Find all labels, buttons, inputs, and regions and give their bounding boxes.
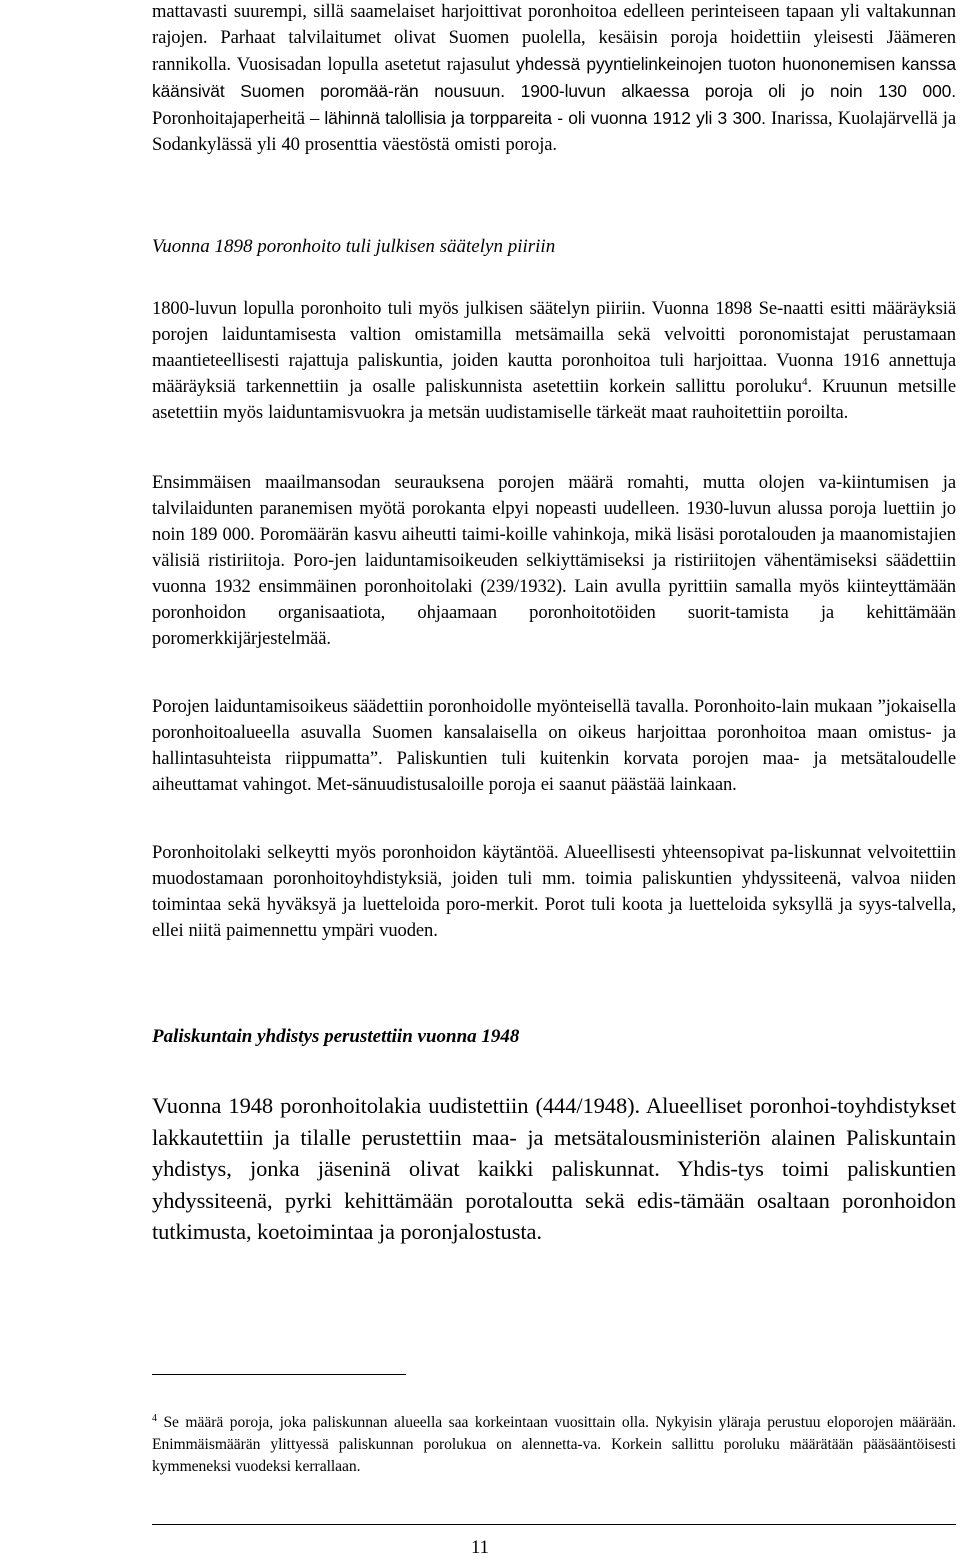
paragraph-world-war: Ensimmäisen maailmansodan seurauksena porojen määrä romahti, mutta olojen va-kiintumisen ja talvilaidunten paranemisen myötä porokanta elpyi nopeasti uudelleen. 1930-luvun alussa poroja luettiin jo noin 189 000. Poromäärän kasvu aiheutti taimi-koille vahinkoja, mikä lisäsi porotalouden ja maanomistajien välisiä ristiriitoja. Poro-jen laiduntamisoikeuden selkiyttämiseksi ja ristiriitojen vähentämiseksi säädettiin vuonna 1932 ensimmäinen poronhoitolaki (239/1932). Lain avulla pyrittiin samalla myös kiinteyttämään poronhoidon organisaatiota, ohjaamaan poronhoitotöiden suorit-tamista ja kehittämään poromerkkijärjestelmää.: [152, 472, 956, 649]
paragraph-regulation: [152, 296, 956, 426]
paragraph-regulation-text-b: . Kruunun metsille asetettiin myös laiduntamisvuokra ja metsän uudistamiselle tärkeät maat rauhoitettiin poroilta.: [152, 376, 957, 423]
paragraph-regulation-text-a: 1800-luvun lopulla poronhoito tuli myös julkisen säätelyn piiriin. Vuonna 1898 Se-naatti esitti määräyksiä porojen laiduntamisesta valtion omistamilla metsämailla sekä velvoitti poronomistajat perustamaan maantieteellisesti rajattuja paliskuntia, joiden kautta poronhoitoa tuli harjoittaa. Vuonna 1916 annettuja määräyksiä tarkennettiin ja osalle paliskunnista asetettiin korkein sallittu poroluku: [152, 298, 956, 397]
footnote-4: [152, 1412, 956, 1478]
footnote-reference[interactable]: 4: [801, 375, 808, 388]
paragraph-grazing-rights: Porojen laiduntamisoikeus säädettiin poronhoidolle myönteisellä tavalla. Poronhoito-lain mukaan ”jokaisella poronhoitoalueella asuvalla Suomen kansalaisella on oikeus harjoittaa poronhoitoa maan omistus- ja hallintasuhteista riippumatta”. Paliskuntien tuli kuitenkin korvata porojen maa- ja metsätaloudelle aiheuttamat vahingot. Met-sänuudistusaloille poroja ei saanut päästää lainkaan.: [152, 696, 956, 795]
page-number: 11: [471, 1537, 489, 1558]
intro-text-1: mattavasti suurempi, sillä saamelaiset harjoittivat poronhoitoa edelleen perinteiseen tapaan yli valtakunnan rajojen. Parhaat talvilaitumet olivat Suomen puolella, kesäisin poroja hoidettiin yleisesti Jäämeren rannikolla. Vuosisadan lopulla asetetut rajasulut: [152, 1, 956, 75]
intro-text-2: yhdessä pyyntielinkeinojen tuoton huononemisen kanssa käänsivät Suomen poromää-rän nousuun. 1900-luvun alkaessa poroja oli jo noin 130 000.: [152, 54, 956, 101]
section-heading-1898: Vuonna 1898 poronhoito tuli julkisen säätelyn piiriin: [152, 236, 556, 257]
intro-text-4: lähinnä talollisia ja torppareita - oli vuonna 1912 yli 3 300.: [324, 108, 766, 128]
footnote-marker: 4: [152, 1412, 157, 1424]
intro-text-5: Inarissa, Kuolajärvellä ja Sodankylässä yli 40 prosenttia väestöstä omisti poroja.: [152, 108, 956, 155]
intro-paragraph: [152, 0, 956, 158]
section-heading-1948: Paliskuntain yhdistys perustettiin vuonna 1948: [152, 1026, 520, 1047]
intro-text-3: Poronhoitajaperheitä –: [152, 108, 325, 129]
paragraph-reindeer-law: Poronhoitolaki selkeytti myös poronhoidon käytäntöä. Alueellisesti yhteensopivat pa-liskunnat velvoitettiin muodostamaan poronhoitoyhdistyksiä, joiden tuli mm. toimia paliskuntien yhdyssiteenä, valvoa niiden toimintaa sekä hyväksyä ja luetteloida poro-merkit. Porot tuli koota ja luetteloida syksyllä ja syys-talvella, ellei niitä paimennettu ympäri vuoden.: [152, 842, 956, 941]
footnote-separator: [152, 1374, 406, 1375]
paragraph-association: Vuonna 1948 poronhoitolakia uudistettiin (444/1948). Alueelliset poronhoi-toyhdistykset lakkautettiin ja tilalle perustettiin maa- ja metsätalousministeriön alainen Paliskuntain yhdistys, jonka jäseninä olivat kaikki paliskunnat. Yhdis-tys toimi paliskuntien yhdyssiteenä, pyrki kehittämään porotaloutta sekä edis-tämään osaltaan poronhoidon tutkimusta, koetoimintaa ja poronjalostusta.: [152, 1093, 956, 1244]
footnote-text: Se määrä poroja, joka paliskunnan alueella saa korkeintaan vuosittain olla. Nykyisin yläraja perustuu eloporojen määrään. Enimmäismäärän ylittyessä paliskunnan porolukua on alennetta-va. Korkein sallittu poroluku määrätään pääsääntöisesti kymmeneksi vuodeksi kerrallaan.: [152, 1414, 956, 1475]
page-footer-rule: [152, 1524, 956, 1525]
